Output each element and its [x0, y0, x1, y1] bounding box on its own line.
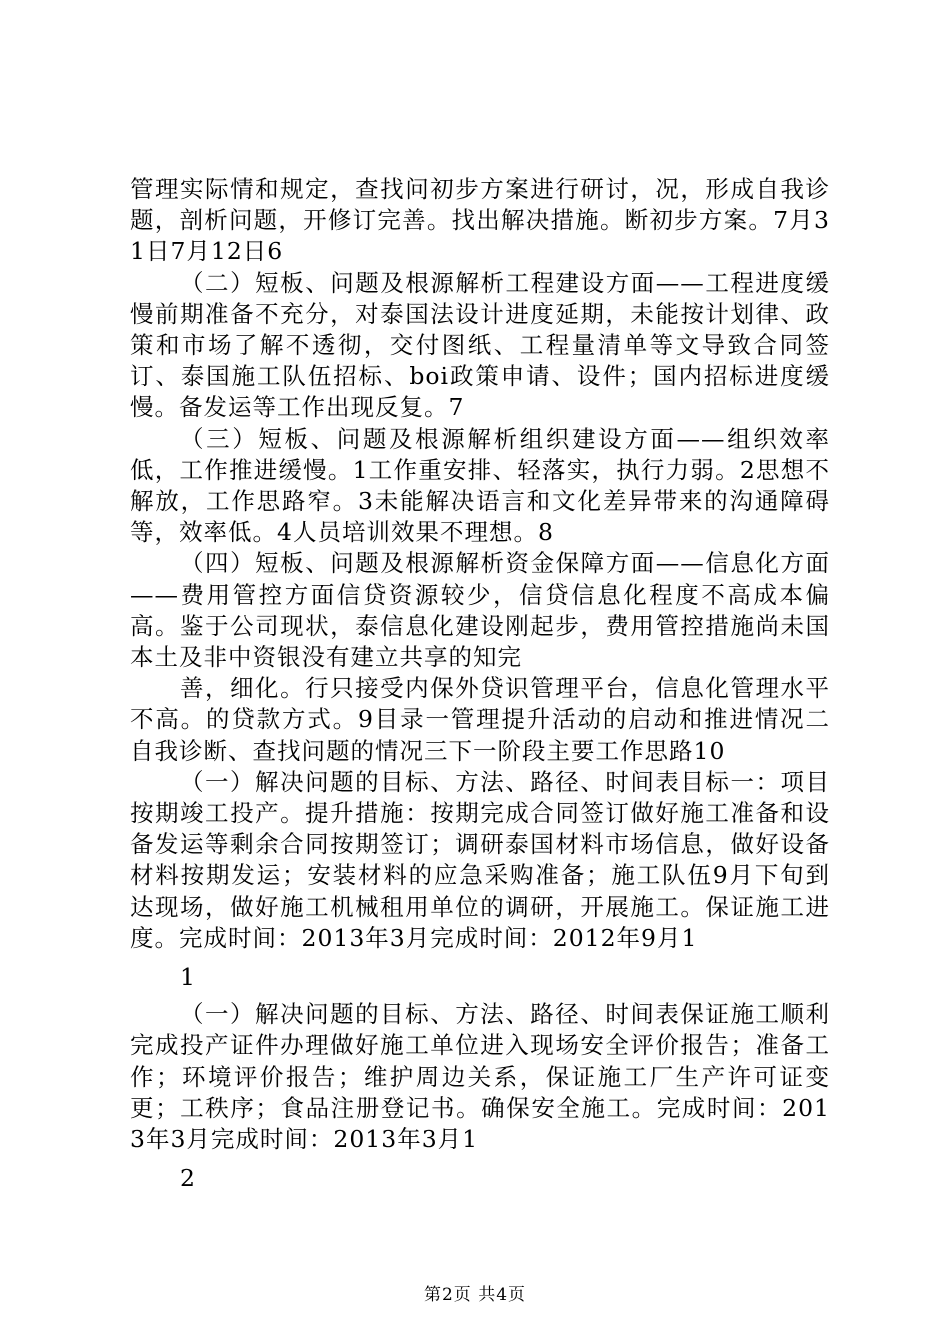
- paragraph-6: （一）解决问题的目标、方法、路径、时间表目标一：项目按期竣工投产。提升措施：按期完成合同签订做好施工准备和设备发运等剩余合同按期签订；调研泰国材料市场信息，做好设备材料按期发运；安装材料的应急采购准备；施工队伍9月下旬到达现场，做好施工机械租用单位的调研，开展施工。保证施工进度。完成时间：2013年3月完成时间：2012年9月1: [130, 767, 830, 952]
- paragraph-3: （三）短板、问题及根源解析组织建设方面——组织效率低，工作推进缓慢。1工作重安排、轻落实，执行力弱。2思想不解放，工作思路窄。3未能解决语言和文化差异带来的沟通障碍等，效率低。4人员培训效果不理想。8: [130, 424, 830, 547]
- paragraph-7: （一）解决问题的目标、方法、路径、时间表保证施工顺利完成投产证件办理做好施工单位进入现场安全评价报告；准备工作；环境评价报告；维护周边关系，保证施工厂生产许可证变更；工秩序；食品注册登记书。确保安全施工。完成时间：2013年3月完成时间：2013年3月1: [130, 1000, 830, 1154]
- paragraph-2: （二）短板、问题及根源解析工程建设方面——工程进度缓慢前期准备不充分，对泰国法设计进度延期，未能按计划律、政策和市场了解不透彻，交付图纸、工程量清单等文导致合同签订、泰国施工队伍招标、boi政策申请、设件；国内招标进度缓慢。备发运等工作出现反复。7: [130, 268, 830, 422]
- paragraph-4: （四）短板、问题及根源解析资金保障方面——信息化方面——费用管控方面信贷资源较少，信贷信息化程度不高成本偏高。鉴于公司现状，泰信息化建设刚起步，费用管控措施尚未国本土及非中资银没有建立共享的知完: [130, 549, 830, 672]
- document-body: [130, 174, 830, 1201]
- paragraph-number-1: 1: [180, 963, 196, 992]
- page-footer: 第2页 共4页: [423, 1285, 527, 1305]
- paragraph-5: 善，细化。行只接受内保外贷识管理平台，信息化管理水平不高。的贷款方式。9目录一管理提升活动的启动和推进情况二自我诊断、查找问题的情况三下一阶段主要工作思路10: [130, 674, 830, 765]
- paragraph-number-2: 2: [180, 1164, 196, 1193]
- paragraph-1: 管理实际情和规定，查找问初步方案进行研讨，况，形成自我诊题，剖析问题，开修订完善。找出解决措施。断初步方案。7月31日7月12日6: [130, 175, 830, 266]
